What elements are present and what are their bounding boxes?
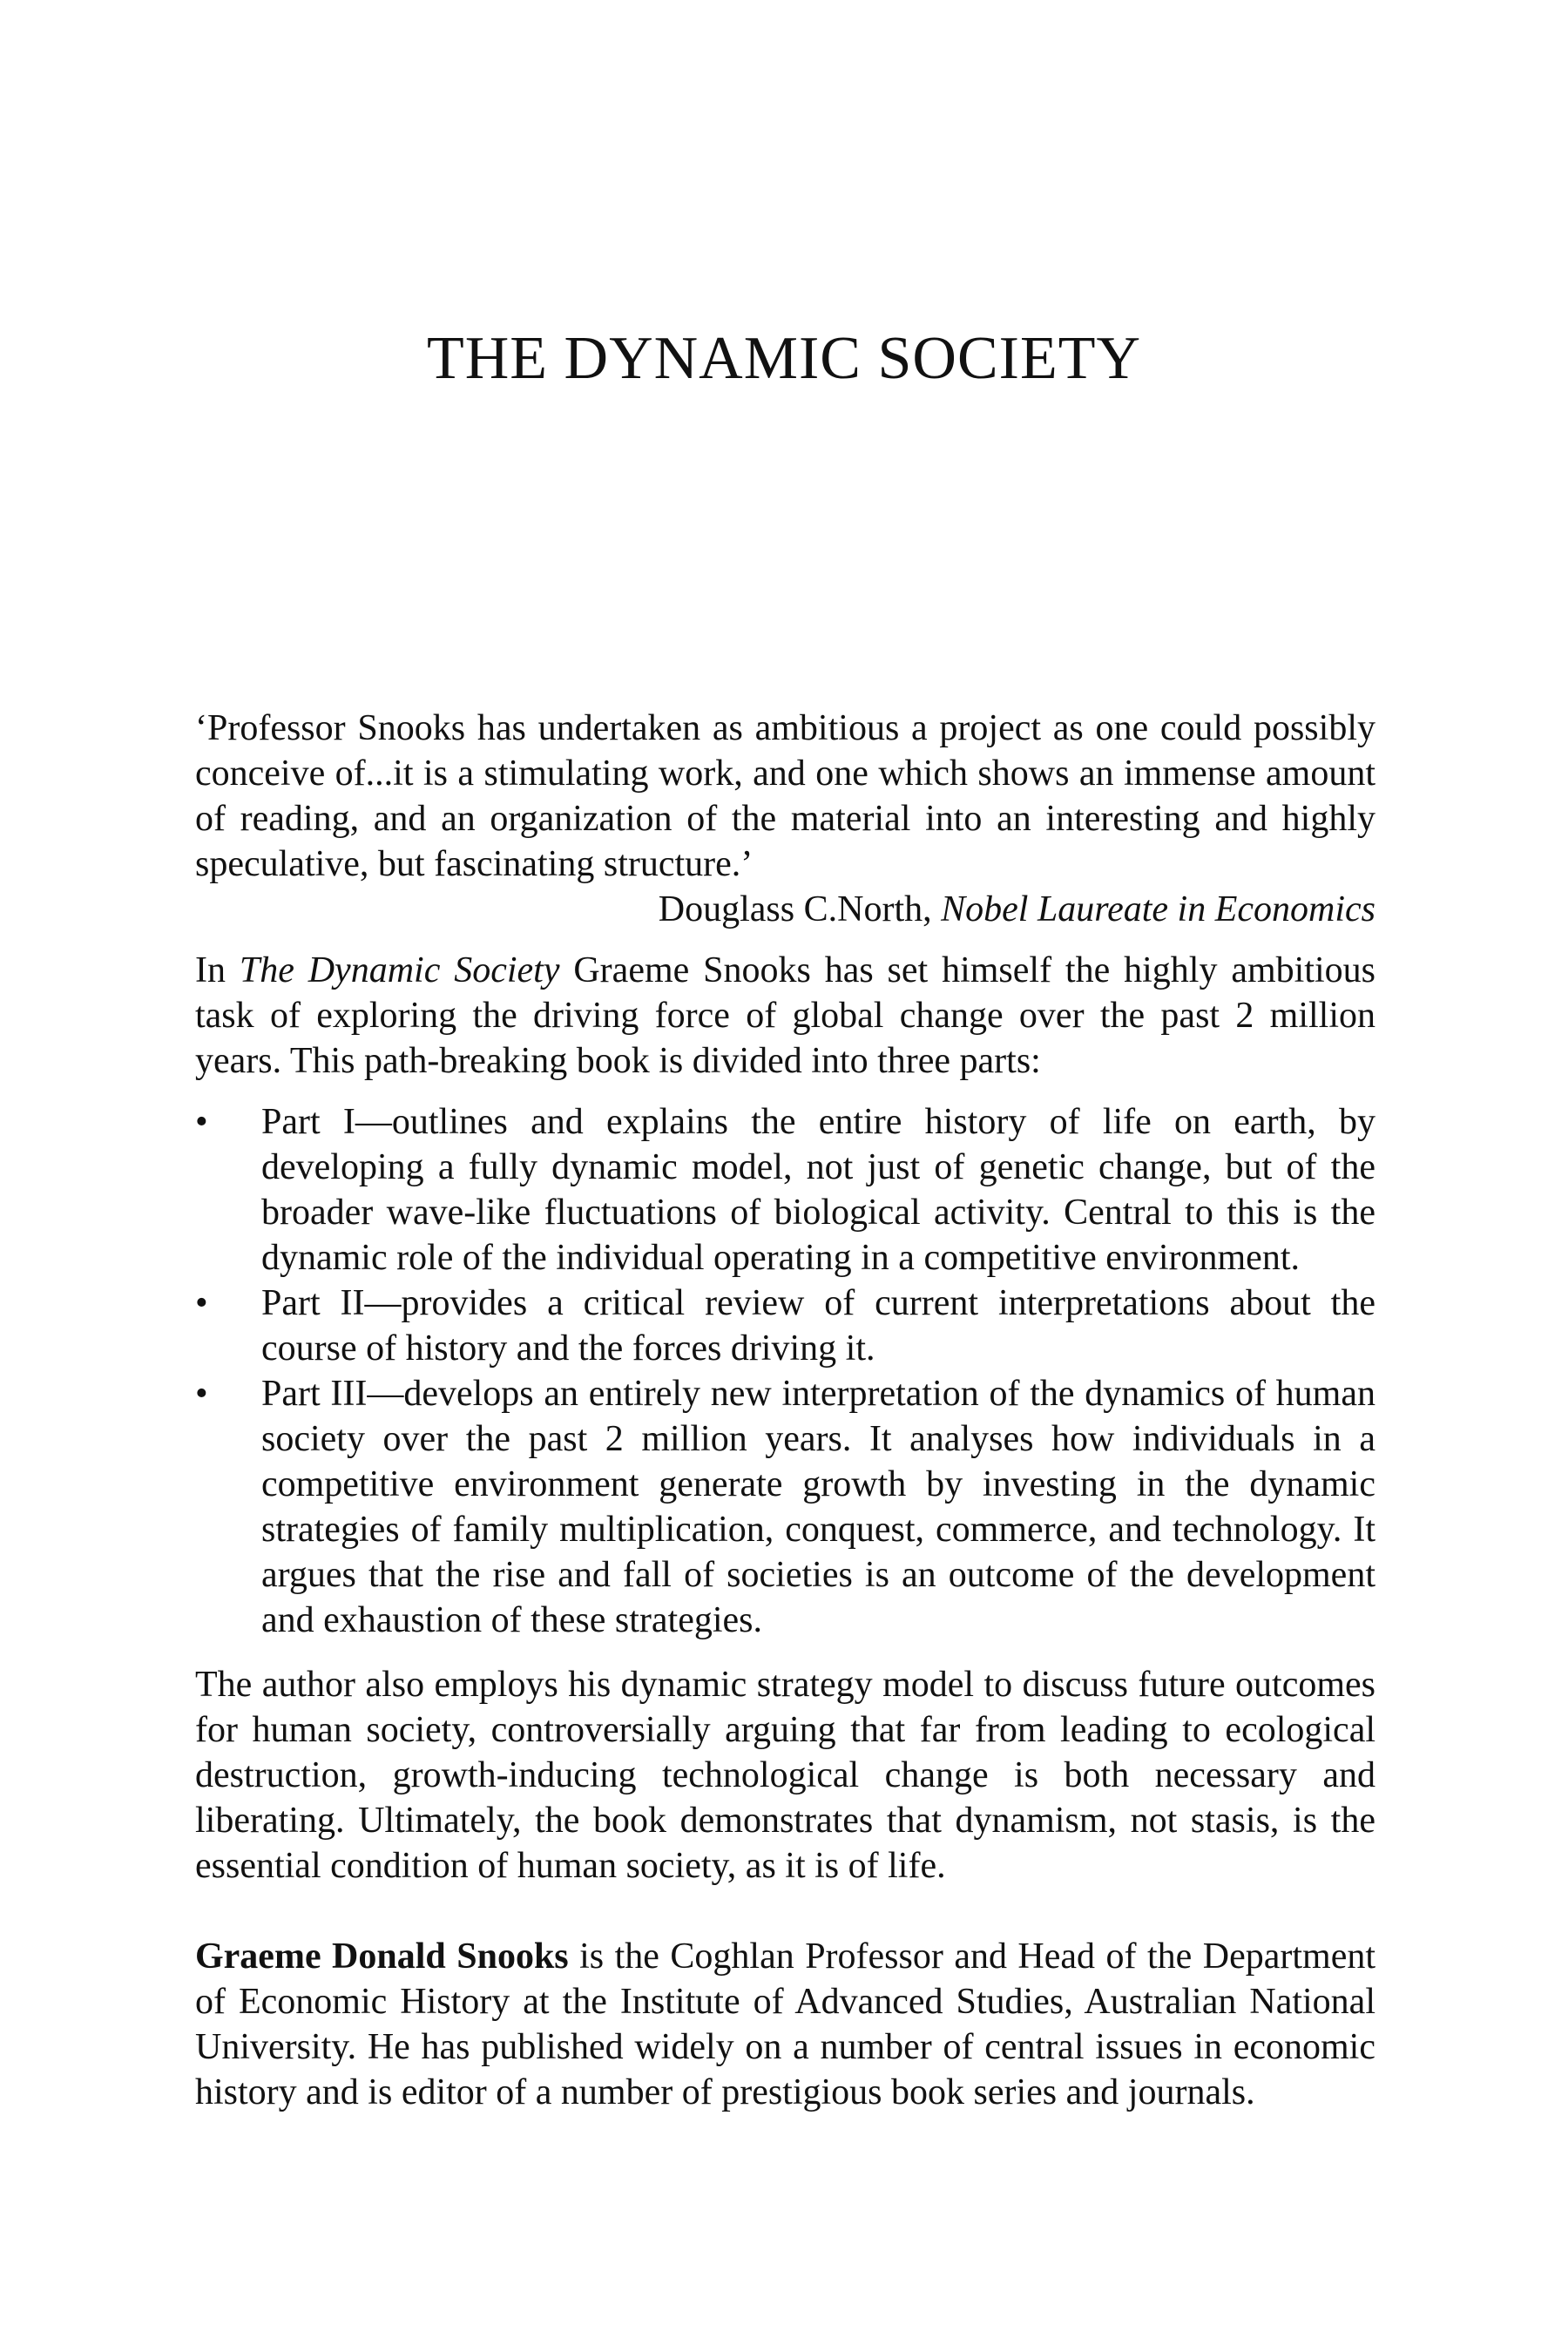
list-item (195, 1371, 1375, 1643)
parts-list (195, 1099, 1375, 1643)
list-item-text: Part II—provides a critical review of current interpretations about the course of history and the forces driving it. (261, 1283, 1375, 1369)
book-title: THE DYNAMIC SOCIETY (426, 325, 1142, 392)
list-item-text: Part I—outlines and explains the entire history of life on earth, by developing a fully dynamic model, not just of genetic change, but of the broader wave-like fluctuations of biological activity. Central to this is the dynamic role of the individual operating in a competitive environment. (261, 1102, 1375, 1278)
attribution-name: Douglass C.North, (658, 889, 942, 929)
quote-attribution (195, 887, 1375, 932)
intro-book-title: The Dynamic Society (239, 950, 560, 990)
bullet-icon: • (195, 1283, 208, 1323)
intro-prefix: In (195, 950, 240, 990)
list-item (195, 1281, 1375, 1371)
conclusion-paragraph: The author also employs his dynamic strategy model to discuss future outcomes for human society, controversially arguing that far from leading to ecological destruction, growth-inducing technological change is both necessary and liberating. Ultimately, the book demonstrates that dynamism, not stasis, is the essential condition of human society, as it is of life. (195, 1665, 1375, 1886)
author-name: Graeme Donald Snooks (195, 1936, 569, 1977)
list-item (195, 1099, 1375, 1281)
bullet-icon: • (195, 1102, 208, 1142)
bullet-icon: • (195, 1374, 208, 1414)
attribution-role: Nobel Laureate in Economics (941, 889, 1375, 929)
list-item-text: Part III—develops an entirely new interpretation of the dynamics of human society over the past 2 million years. It analyses how individuals in a competitive environment generate growth by investing in the dynamic strategies of family multiplication, conquest, commerce, and technology. It argues that the rise and fall of societies is an outcome of the development and exhaustion of these strategies. (261, 1374, 1375, 1640)
review-quote: ‘Professor Snooks has undertaken as ambitious a project as one could possibly conceive of...it is a stimulating work, and one which shows an immense amount of reading, and an organization of the material into an interesting and highly speculative, but fascinating structure.’ (195, 708, 1375, 884)
author-bio-text: is the Coghlan Professor and Head of the Department of Economic History at the Institute of Advanced Studies, Australian National University. He has published widely on a number of central issues in economic history and is editor of a number of prestigious book series and journals. (195, 1936, 1376, 2112)
intro-text: Graeme Snooks has set himself the highly ambitious task of exploring the driving force of global change over the past 2 million years. This path-breaking book is divided into three parts: (195, 950, 1375, 1081)
page-content (195, 706, 1375, 2115)
author-bio (195, 1934, 1375, 2115)
intro-paragraph (195, 948, 1375, 1084)
